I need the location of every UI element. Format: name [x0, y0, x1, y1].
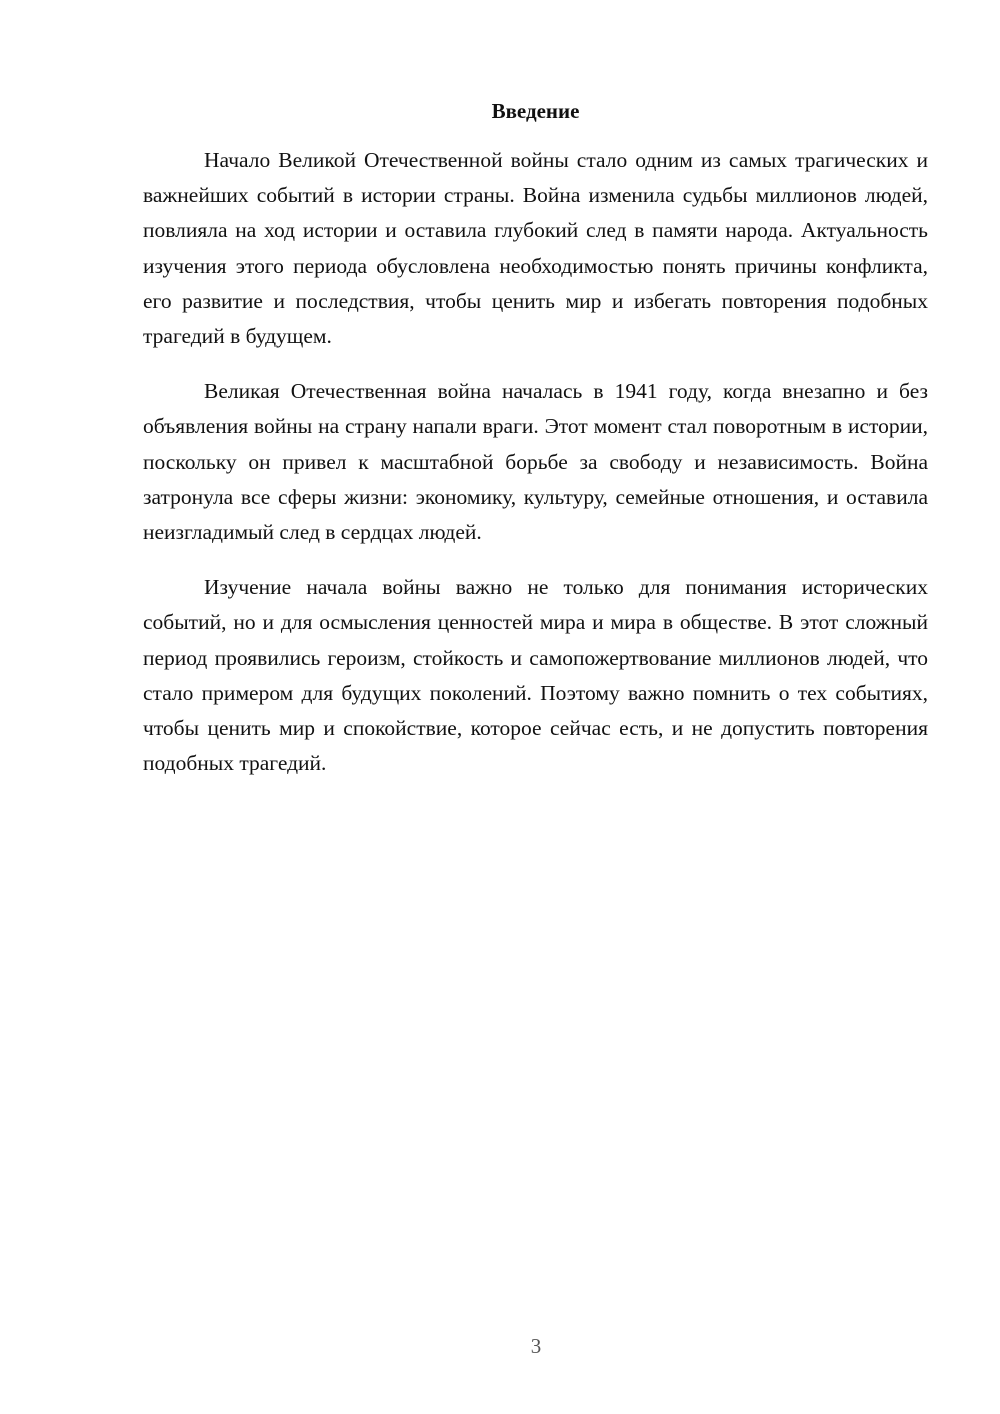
paragraph-2: Великая Отечественная война началась в 1941 году, когда внезапно и без объявления войны на страну напали враги. Этот момент стал поворотным в истории, поскольку он привел к масштабной борьбе за свободу и независимость. Война затронула все сферы жизни: экономику, культуру, семейные отношения, и оставила неизгладимый след в сердцах людей. — [143, 379, 928, 545]
paragraph-1: Начало Великой Отечественной войны стало одним из самых трагических и важнейших событий в истории страны. Война изменила судьбы миллионов людей, повлияла на ход истории и оставила глубокий след в памяти народа. Актуальность изучения этого периода обусловлена необходимостью понять причины конфликта, его развитие и последствия, чтобы ценить мир и избегать повторения подобных трагедий в будущем. — [143, 148, 928, 349]
section-title: Введение — [491, 99, 580, 123]
paragraph-3: Изучение начала войны важно не только для понимания исторических событий, но и для осмысления ценностей мира и мира в обществе. В этот сложный период проявились героизм, стойкость и самопожертвование миллионов людей, что стало примером для будущих поколений. Поэтому важно помнить о тех событиях, чтобы ценить мир и спокойствие, которое сейчас есть, и не допустить повторения подобных трагедий. — [143, 575, 928, 776]
page-body — [143, 96, 928, 801]
page-number: 3 — [530, 1334, 542, 1358]
